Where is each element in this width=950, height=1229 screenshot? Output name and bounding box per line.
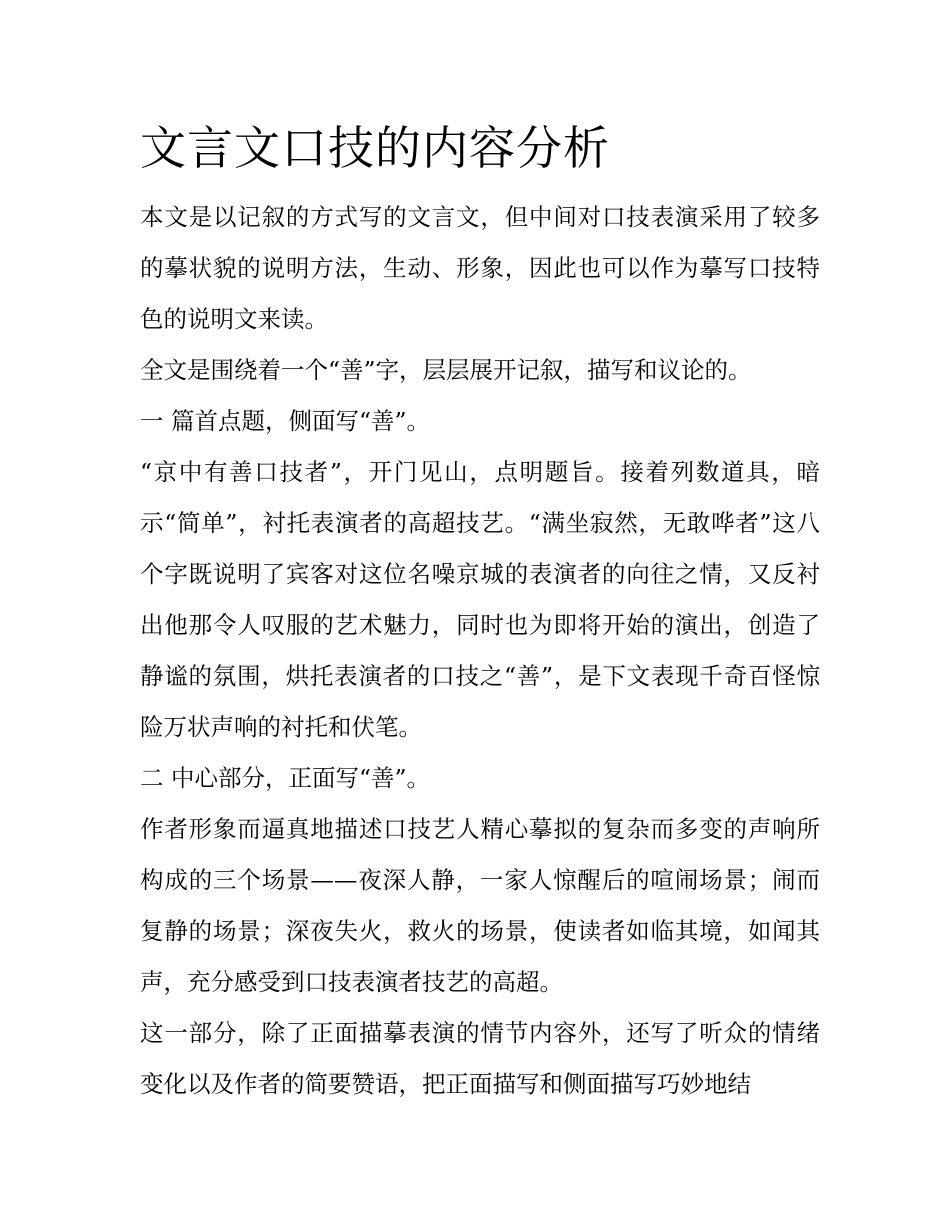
section-heading-one: 一 篇首点题，侧面写“善”。 bbox=[140, 407, 430, 435]
paragraph-theme: 全文是围绕着一个“善”字，层层展开记叙，描写和议论的。 bbox=[140, 356, 752, 384]
paragraph-section-two-continued: 这一部分，除了正面描摹表演的情节内容外，还写了听众的情绪变化以及作者的简要赞语，把正面描写和侧面描写巧妙地结 bbox=[140, 1019, 820, 1098]
paragraph-section-two: 作者形象而逼真地描述口技艺人精心摹拟的复杂而多变的声响所构成的三个场景——夜深人静，一家人惊醒后的喧闹场景；闹而复静的场景；深夜失火，救火的场景，使读者如临其境，如闻其声，充分感受到口技表演者技艺的高超。 bbox=[140, 815, 820, 996]
section-heading-two: 二 中心部分，正面写“善”。 bbox=[140, 764, 430, 792]
document-title: 文言文口技的内容分析 bbox=[140, 121, 610, 175]
paragraph-section-one: “京中有善口技者”，开门见山，点明题旨。接着列数道具，暗示“简单”，衬托表演者的高超技艺。“满坐寂然，无敢哗者”这八个字既说明了宾客对这位名噪京城的表演者的向往之情，又反衬出他那令人叹服的艺术魅力，同时也为即将开始的演出，创造了静谧的氛围，烘托表演者的口技之“善”，是下文表现千奇百怪惊险万状声响的衬托和伏笔。 bbox=[140, 458, 820, 741]
document-page bbox=[140, 118, 820, 1110]
paragraph-intro: 本文是以记叙的方式写的文言文，但中间对口技表演采用了较多的摹状貌的说明方法，生动、形象，因此也可以作为摹写口技特色的说明文来读。 bbox=[140, 203, 820, 333]
